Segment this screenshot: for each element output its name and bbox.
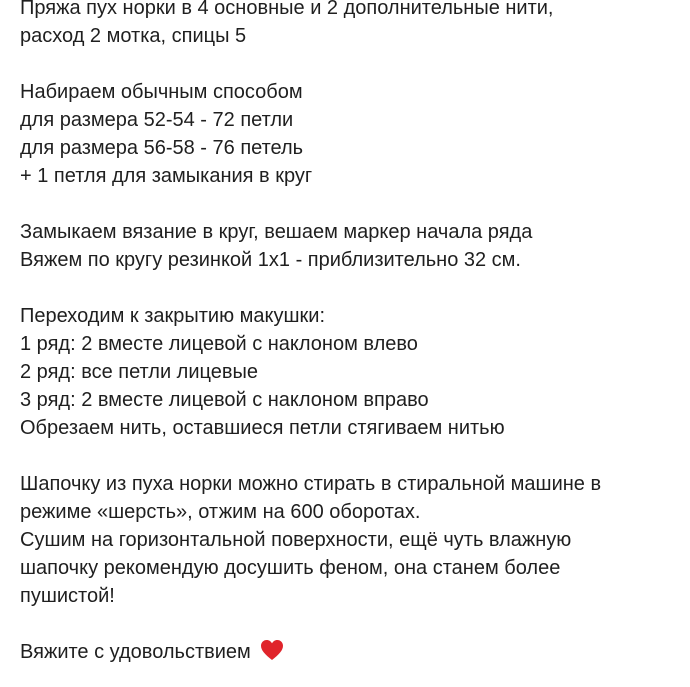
paragraph-cast-on bbox=[20, 78, 680, 190]
paragraph-care bbox=[20, 470, 680, 610]
text-line: 3 ряд: 2 вместе лицевой с наклоном вправо bbox=[20, 389, 429, 411]
closing-text: Вяжите с удовольствием bbox=[20, 641, 251, 663]
paragraph-crown-decrease bbox=[20, 302, 680, 442]
text-line: 2 ряд: все петли лицевые bbox=[20, 361, 258, 383]
paragraph-join-round bbox=[20, 218, 680, 274]
text-line: Шапочку из пуха норки можно стирать в стиральной машине в bbox=[20, 473, 602, 495]
paragraph-gap bbox=[20, 610, 680, 638]
text-line: Переходим к закрытию макушки: bbox=[20, 305, 326, 327]
paragraph-gap bbox=[20, 442, 680, 470]
closing-line bbox=[20, 638, 680, 666]
paragraph-gap bbox=[20, 274, 680, 302]
text-line: Замыкаем вязание в круг, вешаем маркер начала ряда bbox=[20, 221, 533, 243]
text-line: Сушим на горизонтальной поверхности, ещё чуть влажную bbox=[20, 529, 572, 551]
paragraph-yarn bbox=[20, 0, 680, 50]
text-line: + 1 петля для замыкания в круг bbox=[20, 165, 313, 187]
text-line: пушистой! bbox=[20, 585, 115, 607]
paragraph-gap bbox=[20, 50, 680, 78]
heart-icon bbox=[260, 639, 284, 661]
text-line: для размера 52-54 - 72 петли bbox=[20, 109, 294, 131]
text-line: расход 2 мотка, спицы 5 bbox=[20, 25, 247, 47]
document-body bbox=[20, 0, 680, 666]
text-line: Набираем обычным способом bbox=[20, 81, 303, 103]
text-line: режиме «шерсть», отжим на 600 оборотах. bbox=[20, 501, 421, 523]
text-line: Вяжем по кругу резинкой 1х1 - приблизительно 32 см. bbox=[20, 249, 521, 271]
paragraph-gap bbox=[20, 190, 680, 218]
text-line: для размера 56-58 - 76 петель bbox=[20, 137, 304, 159]
text-line: Обрезаем нить, оставшиеся петли стягиваем нитью bbox=[20, 417, 505, 439]
text-line: 1 ряд: 2 вместе лицевой с наклоном влево bbox=[20, 333, 418, 355]
text-line: Пряжа пух норки в 4 основные и 2 дополнительные нити, bbox=[20, 0, 554, 19]
text-line: шапочку рекомендую досушить феном, она станем более bbox=[20, 557, 561, 579]
